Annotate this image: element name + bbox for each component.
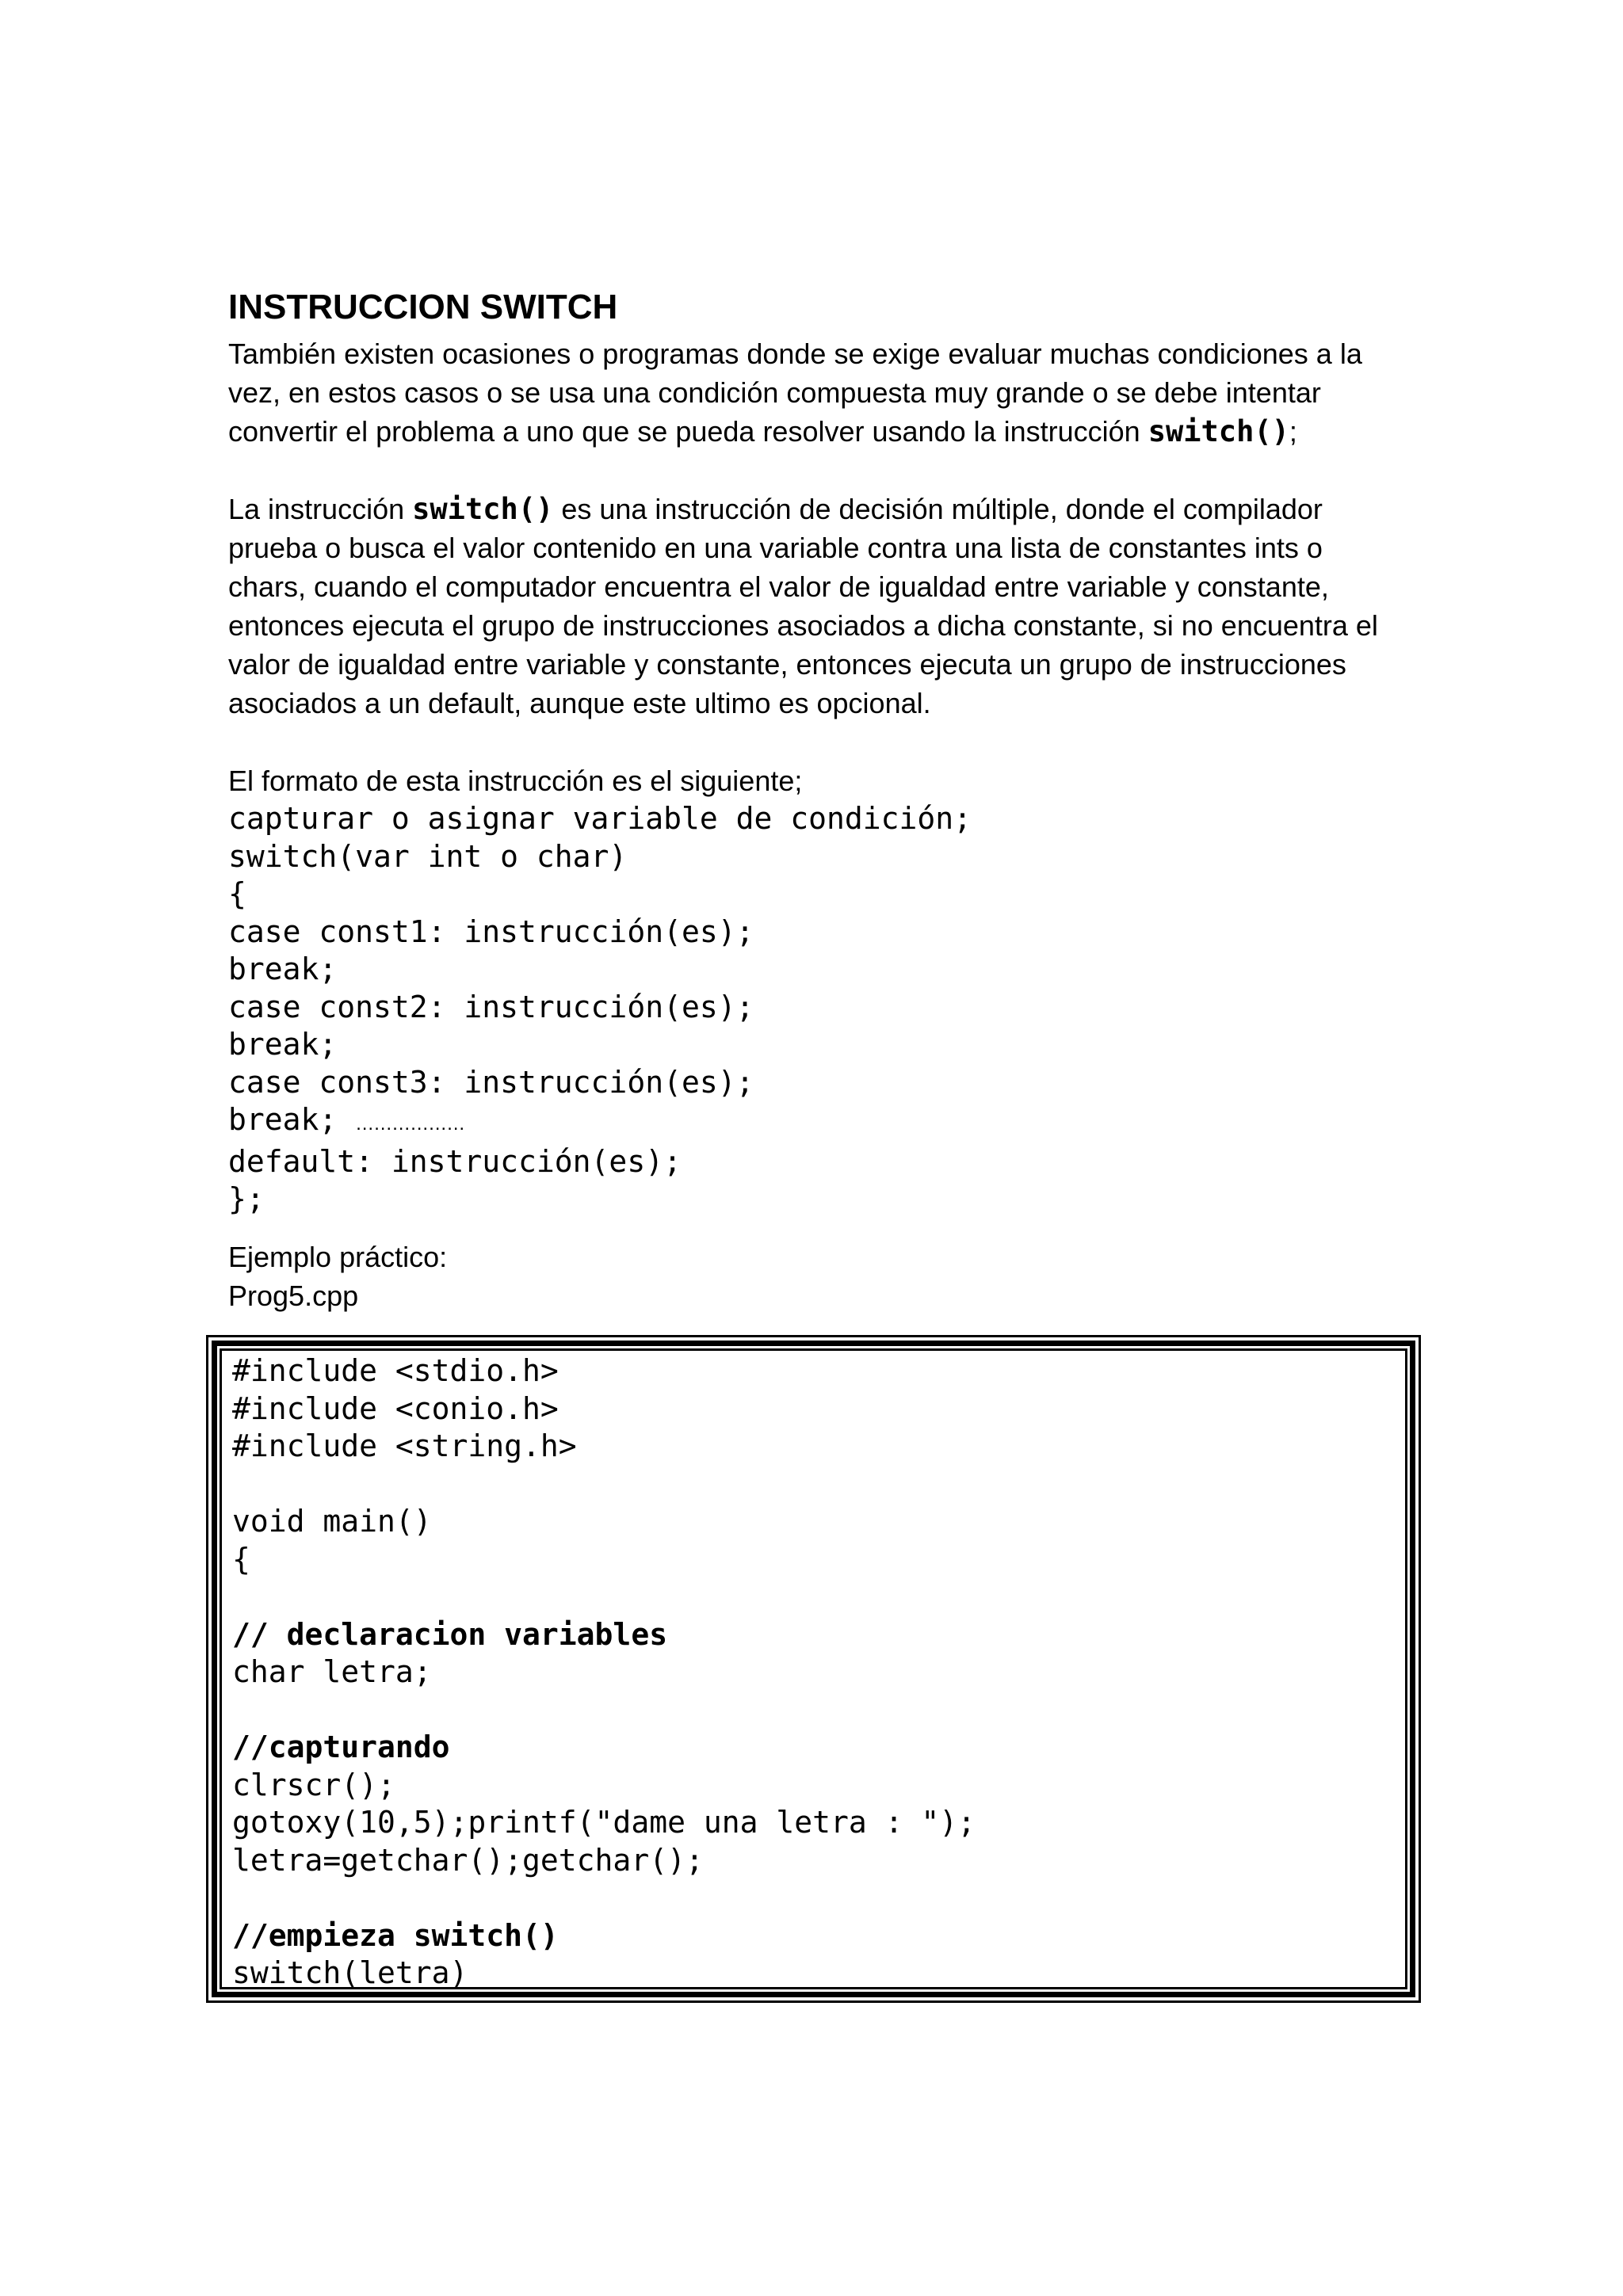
code-line: [232, 1879, 1405, 1917]
code-listing-box: [206, 1335, 1421, 2003]
code-line: [232, 1578, 1405, 1616]
intro-line: También existen ocasiones o programas donde se exige evaluar muchas condiciones a la: [228, 338, 1362, 370]
description-line: prueba o busca el valor contenido en una variable contra una lista de constantes ints o: [228, 532, 1323, 564]
code-line: #include <conio.h>: [232, 1390, 559, 1426]
intro-line-text: convertir el problema a uno que se pueda resolver usando la instrucción: [228, 415, 1148, 448]
format-code-line: switch(var int o char): [228, 838, 628, 874]
code-line: clrscr();: [232, 1767, 395, 1802]
code-line: gotoxy(10,5);printf("dame una letra : ");: [232, 1805, 976, 1840]
format-code-line: break;: [228, 1027, 338, 1062]
format-code-line: capturar o asignar variable de condición;: [228, 801, 972, 836]
example-filename: Prog5.cpp: [228, 1279, 359, 1312]
description-paragraph: [228, 490, 1417, 723]
format-code-line: case const1: instrucción(es);: [228, 913, 754, 949]
code-comment-line: // declaracion variables: [232, 1616, 668, 1652]
intro-line-end: ;: [1289, 415, 1297, 448]
code-line: {: [232, 1541, 250, 1577]
code-comment-line: //empieza switch(): [232, 1917, 559, 1953]
page-title: INSTRUCCION SWITCH: [228, 288, 618, 326]
format-intro: El formato de esta instrucción es el siguiente;: [228, 765, 803, 797]
code-line: #include <string.h>: [232, 1428, 577, 1463]
format-code-line: break;: [228, 1102, 356, 1137]
description-line: chars, cuando el computador encuentra el valor de igualdad entre variable y constante,: [228, 570, 1329, 603]
code-line: letra=getchar();getchar();: [232, 1842, 704, 1878]
document-page: [228, 285, 1417, 1315]
code-line: [232, 1691, 1405, 1730]
intro-paragraph: [228, 334, 1417, 451]
format-code-line: break;: [228, 952, 338, 986]
description-line: [228, 490, 1417, 528]
example-label: Ejemplo práctico:: [228, 1240, 448, 1273]
description-line: entonces ejecuta el grupo de instrucciones asociados a dicha constante, si no encuentra el: [228, 609, 1378, 642]
code-comment-line: //capturando: [232, 1730, 450, 1764]
format-code-line: {: [228, 876, 246, 911]
format-code-line: default: instrucción(es);: [228, 1143, 682, 1179]
code-line: switch(letra): [232, 1955, 468, 1989]
ellipsis-dots: ………………: [355, 1113, 465, 1135]
format-code-line: };: [228, 1181, 265, 1216]
format-code-line: case const2: instrucción(es);: [228, 989, 754, 1024]
description-start: La instrucción: [228, 493, 413, 525]
switch-keyword: switch(): [1148, 414, 1289, 448]
switch-keyword: switch(): [412, 492, 554, 526]
code-line: char letra;: [232, 1654, 432, 1689]
description-line: asociados a un default, aunque este ultimo es opcional.: [228, 687, 931, 719]
code-listing: [220, 1348, 1407, 1989]
code-line: #include <stdio.h>: [232, 1353, 559, 1388]
description-line: valor de igualdad entre variable y constante, entonces ejecuta un grupo de instrucciones: [228, 648, 1346, 681]
code-line: [232, 1466, 1405, 1504]
format-code-line: case const3: instrucción(es);: [228, 1064, 754, 1100]
intro-line: [228, 412, 1417, 451]
code-line: void main(): [232, 1504, 432, 1539]
intro-line: vez, en estos casos o se usa una condición compuesta muy grande o se debe intentar: [228, 376, 1321, 409]
format-code-block: [228, 800, 1417, 1219]
description-rest: es una instrucción de decisión múltiple, donde el compilador: [553, 493, 1323, 525]
